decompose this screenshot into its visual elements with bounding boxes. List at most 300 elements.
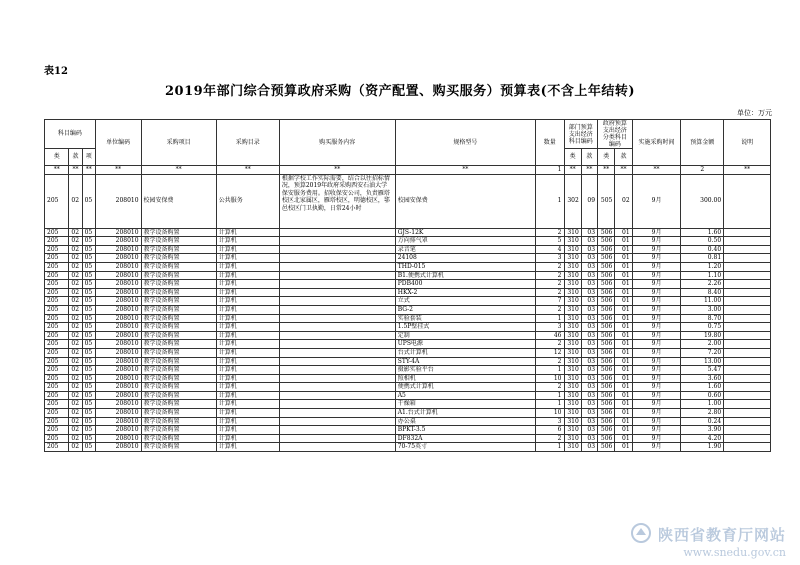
marker-cell: ** bbox=[45, 166, 69, 175]
cell-gov-kuan: 01 bbox=[615, 305, 632, 314]
cell-unit-code: 208010 bbox=[95, 331, 141, 340]
cell-service bbox=[279, 366, 395, 375]
cell-spec: 1.5P壁挂式 bbox=[395, 323, 535, 332]
cell-kuan: 02 bbox=[69, 228, 82, 237]
cell-service bbox=[279, 305, 395, 314]
cell-spec: 摄影实验平台 bbox=[395, 366, 535, 375]
cell-amount: 1.20 bbox=[681, 262, 724, 271]
cell-catalog: 计算机 bbox=[216, 305, 279, 314]
cell-lei: 205 bbox=[45, 409, 69, 418]
header-project: 采购项目 bbox=[141, 120, 216, 166]
cell-time: 9月 bbox=[632, 254, 681, 263]
cell-gov-lei: 506 bbox=[598, 417, 615, 426]
cell-project: 教学设备购置 bbox=[141, 262, 216, 271]
table-row bbox=[45, 391, 771, 400]
cell-project: 教学设备购置 bbox=[141, 288, 216, 297]
marker-cell: ** bbox=[615, 166, 632, 175]
cell-note bbox=[724, 409, 771, 418]
cell-note bbox=[724, 340, 771, 349]
cell-amount: 5.47 bbox=[681, 366, 724, 375]
cell-xiang: 05 bbox=[82, 443, 95, 452]
table-row bbox=[45, 409, 771, 418]
cell-kuan: 02 bbox=[69, 271, 82, 280]
table-row bbox=[45, 305, 771, 314]
cell-spec: 台式计算机 bbox=[395, 348, 535, 357]
cell-dept-kuan: 03 bbox=[581, 348, 597, 357]
cell-note bbox=[724, 271, 771, 280]
cell-service bbox=[279, 262, 395, 271]
table-row bbox=[45, 314, 771, 323]
cell-xiang: 05 bbox=[82, 434, 95, 443]
cell-dept-kuan: 03 bbox=[581, 434, 597, 443]
cell-time: 9月 bbox=[632, 271, 681, 280]
cell-amount: 2.80 bbox=[681, 409, 724, 418]
cell-time: 9月 bbox=[632, 391, 681, 400]
cell-kuan: 02 bbox=[69, 417, 82, 426]
cell-note bbox=[724, 288, 771, 297]
cell-xiang: 05 bbox=[82, 288, 95, 297]
cell-amount: 8.70 bbox=[681, 314, 724, 323]
cell-kuan: 02 bbox=[69, 237, 82, 246]
marker-cell: ** bbox=[581, 166, 597, 175]
cell-time: 9月 bbox=[632, 331, 681, 340]
cell-note bbox=[724, 357, 771, 366]
table-row bbox=[45, 340, 771, 349]
cell-dept-lei: 302 bbox=[564, 174, 581, 228]
cell-qty: 1 bbox=[536, 443, 564, 452]
cell-dept-kuan: 03 bbox=[581, 305, 597, 314]
cell-service bbox=[279, 271, 395, 280]
cell-qty: 2 bbox=[536, 305, 564, 314]
cell-dept-lei: 310 bbox=[564, 280, 581, 289]
cell-dept-lei: 310 bbox=[564, 357, 581, 366]
cell-amount: 2.00 bbox=[681, 340, 724, 349]
cell-service bbox=[279, 245, 395, 254]
cell-dept-lei: 310 bbox=[564, 288, 581, 297]
cell-xiang: 05 bbox=[82, 340, 95, 349]
cell-catalog: 计算机 bbox=[216, 331, 279, 340]
cell-service bbox=[279, 254, 395, 263]
cell-gov-kuan: 01 bbox=[615, 417, 632, 426]
header-time: 实施采购时间 bbox=[632, 120, 681, 166]
cell-catalog: 计算机 bbox=[216, 288, 279, 297]
cell-unit-code: 208010 bbox=[95, 262, 141, 271]
cell-note bbox=[724, 400, 771, 409]
header-gov-kuan: 款 bbox=[615, 149, 632, 166]
cell-lei: 205 bbox=[45, 340, 69, 349]
cell-spec: 万向排气罩 bbox=[395, 237, 535, 246]
cell-spec: PDB400 bbox=[395, 280, 535, 289]
header-catalog: 采购目录 bbox=[216, 120, 279, 166]
cell-xiang: 05 bbox=[82, 348, 95, 357]
cell-note bbox=[724, 417, 771, 426]
cell-amount: 0.40 bbox=[681, 245, 724, 254]
cell-dept-lei: 310 bbox=[564, 331, 581, 340]
cell-gov-kuan: 01 bbox=[615, 331, 632, 340]
cell-catalog: 计算机 bbox=[216, 374, 279, 383]
header-kuan: 款 bbox=[69, 149, 82, 166]
cell-spec: 24108 bbox=[395, 254, 535, 263]
cell-note bbox=[724, 262, 771, 271]
header-unit-code: 单位编码 bbox=[95, 120, 141, 166]
cell-note bbox=[724, 383, 771, 392]
cell-qty: 4 bbox=[536, 245, 564, 254]
cell-lei: 205 bbox=[45, 174, 69, 228]
table-row bbox=[45, 254, 771, 263]
cell-xiang: 05 bbox=[82, 409, 95, 418]
cell-xiang: 05 bbox=[82, 426, 95, 435]
cell-xiang: 05 bbox=[82, 254, 95, 263]
cell-gov-lei: 506 bbox=[598, 383, 615, 392]
cell-qty: 3 bbox=[536, 254, 564, 263]
cell-kuan: 02 bbox=[69, 314, 82, 323]
cell-lei: 205 bbox=[45, 443, 69, 452]
table-row bbox=[45, 237, 771, 246]
cell-gov-kuan: 01 bbox=[615, 245, 632, 254]
cell-lei: 205 bbox=[45, 288, 69, 297]
cell-xiang: 05 bbox=[82, 314, 95, 323]
marker-cell: ** bbox=[279, 166, 395, 175]
marker-cell: ** bbox=[724, 166, 771, 175]
cell-time: 9月 bbox=[632, 366, 681, 375]
cell-spec: A5 bbox=[395, 391, 535, 400]
cell-gov-lei: 506 bbox=[598, 348, 615, 357]
unit-label: 单位：万元 bbox=[737, 109, 772, 117]
cell-note bbox=[724, 391, 771, 400]
cell-gov-kuan: 01 bbox=[615, 400, 632, 409]
cell-qty: 12 bbox=[536, 348, 564, 357]
cell-project: 教学设备购置 bbox=[141, 331, 216, 340]
cell-catalog: 计算机 bbox=[216, 297, 279, 306]
cell-gov-kuan: 01 bbox=[615, 383, 632, 392]
cell-note bbox=[724, 297, 771, 306]
cell-dept-lei: 310 bbox=[564, 245, 581, 254]
cell-service bbox=[279, 374, 395, 383]
cell-catalog: 计算机 bbox=[216, 417, 279, 426]
cell-kuan: 02 bbox=[69, 305, 82, 314]
cell-gov-kuan: 01 bbox=[615, 340, 632, 349]
cell-spec: GJS-12K bbox=[395, 228, 535, 237]
cell-service bbox=[279, 383, 395, 392]
cell-qty: 6 bbox=[536, 426, 564, 435]
cell-qty: 1 bbox=[536, 366, 564, 375]
cell-amount: 1.60 bbox=[681, 383, 724, 392]
cell-qty: 3 bbox=[536, 323, 564, 332]
cell-time: 9月 bbox=[632, 245, 681, 254]
cell-kuan: 02 bbox=[69, 383, 82, 392]
cell-service bbox=[279, 237, 395, 246]
cell-gov-kuan: 01 bbox=[615, 297, 632, 306]
cell-kuan: 02 bbox=[69, 297, 82, 306]
cell-dept-kuan: 03 bbox=[581, 366, 597, 375]
cell-catalog: 计算机 bbox=[216, 262, 279, 271]
cell-note bbox=[724, 280, 771, 289]
cell-unit-code: 208010 bbox=[95, 443, 141, 452]
cell-gov-kuan: 01 bbox=[615, 280, 632, 289]
cell-gov-lei: 506 bbox=[598, 357, 615, 366]
cell-xiang: 05 bbox=[82, 323, 95, 332]
cell-service bbox=[279, 314, 395, 323]
cell-service bbox=[279, 323, 395, 332]
cell-dept-kuan: 03 bbox=[581, 383, 597, 392]
cell-note bbox=[724, 305, 771, 314]
cell-dept-kuan: 03 bbox=[581, 288, 597, 297]
cell-qty: 2 bbox=[536, 340, 564, 349]
cell-gov-lei: 506 bbox=[598, 271, 615, 280]
cell-project: 教学设备购置 bbox=[141, 297, 216, 306]
cell-spec: A1.台式计算机 bbox=[395, 409, 535, 418]
cell-dept-kuan: 03 bbox=[581, 417, 597, 426]
cell-dept-lei: 310 bbox=[564, 254, 581, 263]
table-row bbox=[45, 383, 771, 392]
cell-service bbox=[279, 434, 395, 443]
cell-dept-kuan: 03 bbox=[581, 331, 597, 340]
cell-amount: 300.00 bbox=[681, 174, 724, 228]
watermark bbox=[658, 524, 786, 559]
cell-project: 教学设备购置 bbox=[141, 426, 216, 435]
cell-kuan: 02 bbox=[69, 245, 82, 254]
cell-time: 9月 bbox=[632, 288, 681, 297]
header-dept-lei: 类 bbox=[564, 149, 581, 166]
cell-amount: 0.60 bbox=[681, 391, 724, 400]
cell-time: 9月 bbox=[632, 237, 681, 246]
cell-catalog: 计算机 bbox=[216, 426, 279, 435]
cell-xiang: 05 bbox=[82, 366, 95, 375]
cell-note bbox=[724, 374, 771, 383]
cell-qty: 46 bbox=[536, 331, 564, 340]
cell-note bbox=[724, 434, 771, 443]
cell-unit-code: 208010 bbox=[95, 400, 141, 409]
sheet-label: 表12 bbox=[44, 66, 68, 77]
cell-project: 教学设备购置 bbox=[141, 417, 216, 426]
cell-catalog: 计算机 bbox=[216, 357, 279, 366]
cell-unit-code: 208010 bbox=[95, 228, 141, 237]
cell-dept-lei: 310 bbox=[564, 417, 581, 426]
cell-spec: 实验套装 bbox=[395, 314, 535, 323]
cell-spec: THD-015 bbox=[395, 262, 535, 271]
cell-spec: 校园安保费 bbox=[395, 174, 535, 228]
cell-gov-lei: 506 bbox=[598, 391, 615, 400]
cell-spec: STY-4A bbox=[395, 357, 535, 366]
cell-gov-lei: 506 bbox=[598, 409, 615, 418]
cell-kuan: 02 bbox=[69, 254, 82, 263]
budget-table bbox=[44, 119, 771, 452]
cell-unit-code: 208010 bbox=[95, 297, 141, 306]
cell-gov-kuan: 01 bbox=[615, 271, 632, 280]
cell-catalog: 计算机 bbox=[216, 237, 279, 246]
cell-service: 根据学校工作实际需要，结合以往招标情况，预算2019年政府采购西安石油大学保安服务费用。招收保安公司，负责雁塔校区北家属区，雁塔校区，明德校区，鄠邑校区门卫执勤，日常24小时 bbox=[279, 174, 395, 228]
cell-time: 9月 bbox=[632, 409, 681, 418]
cell-dept-kuan: 03 bbox=[581, 400, 597, 409]
cell-gov-lei: 506 bbox=[598, 245, 615, 254]
cell-kuan: 02 bbox=[69, 374, 82, 383]
marker-row bbox=[45, 166, 771, 175]
cell-project: 校园安保费 bbox=[141, 174, 216, 228]
cell-amount: 8.40 bbox=[681, 288, 724, 297]
table-row bbox=[45, 348, 771, 357]
cell-gov-kuan: 01 bbox=[615, 348, 632, 357]
cell-dept-lei: 310 bbox=[564, 305, 581, 314]
header-xiang: 项 bbox=[82, 149, 95, 166]
cell-dept-kuan: 03 bbox=[581, 357, 597, 366]
cell-service bbox=[279, 357, 395, 366]
cell-unit-code: 208010 bbox=[95, 357, 141, 366]
table-row bbox=[45, 245, 771, 254]
cell-lei: 205 bbox=[45, 331, 69, 340]
cell-catalog: 计算机 bbox=[216, 443, 279, 452]
cell-dept-kuan: 09 bbox=[581, 174, 597, 228]
cell-catalog: 计算机 bbox=[216, 280, 279, 289]
cell-kuan: 02 bbox=[69, 288, 82, 297]
cell-dept-kuan: 03 bbox=[581, 374, 597, 383]
cell-amount: 0.50 bbox=[681, 237, 724, 246]
marker-cell: ** bbox=[82, 166, 95, 175]
cell-catalog: 计算机 bbox=[216, 271, 279, 280]
table-row bbox=[45, 228, 771, 237]
cell-unit-code: 208010 bbox=[95, 314, 141, 323]
cell-kuan: 02 bbox=[69, 340, 82, 349]
cell-dept-lei: 310 bbox=[564, 271, 581, 280]
cell-amount: 1.00 bbox=[681, 400, 724, 409]
cell-time: 9月 bbox=[632, 262, 681, 271]
cell-dept-kuan: 03 bbox=[581, 391, 597, 400]
cell-gov-kuan: 01 bbox=[615, 323, 632, 332]
cell-lei: 205 bbox=[45, 245, 69, 254]
cell-time: 9月 bbox=[632, 297, 681, 306]
cell-dept-lei: 310 bbox=[564, 443, 581, 452]
cell-qty: 1 bbox=[536, 314, 564, 323]
cell-gov-kuan: 01 bbox=[615, 409, 632, 418]
cell-note bbox=[724, 245, 771, 254]
cell-project: 教学设备购置 bbox=[141, 434, 216, 443]
cell-time: 9月 bbox=[632, 374, 681, 383]
cell-dept-kuan: 03 bbox=[581, 323, 597, 332]
cell-dept-lei: 310 bbox=[564, 366, 581, 375]
watermark-url: www.snedu.gov.cn bbox=[683, 546, 786, 559]
marker-cell: 1 bbox=[536, 166, 564, 175]
cell-amount: 1.90 bbox=[681, 443, 724, 452]
cell-kuan: 02 bbox=[69, 174, 82, 228]
cell-dept-lei: 310 bbox=[564, 391, 581, 400]
table-row bbox=[45, 366, 771, 375]
cell-dept-lei: 310 bbox=[564, 314, 581, 323]
cell-gov-lei: 506 bbox=[598, 228, 615, 237]
cell-gov-kuan: 01 bbox=[615, 228, 632, 237]
cell-note bbox=[724, 314, 771, 323]
cell-project: 教学设备购置 bbox=[141, 357, 216, 366]
cell-dept-kuan: 03 bbox=[581, 340, 597, 349]
cell-gov-lei: 506 bbox=[598, 443, 615, 452]
cell-project: 教学设备购置 bbox=[141, 237, 216, 246]
cell-amount: 3.90 bbox=[681, 426, 724, 435]
cell-dept-lei: 310 bbox=[564, 434, 581, 443]
cell-qty: 1 bbox=[536, 174, 564, 228]
cell-service bbox=[279, 417, 395, 426]
cell-spec: UPS电源 bbox=[395, 340, 535, 349]
cell-kuan: 02 bbox=[69, 262, 82, 271]
cell-time: 9月 bbox=[632, 400, 681, 409]
cell-lei: 205 bbox=[45, 254, 69, 263]
cell-dept-lei: 310 bbox=[564, 426, 581, 435]
cell-spec: 录音笔 bbox=[395, 245, 535, 254]
cell-lei: 205 bbox=[45, 228, 69, 237]
cell-project: 教学设备购置 bbox=[141, 340, 216, 349]
cell-spec: BPKT-3.5 bbox=[395, 426, 535, 435]
cell-qty: 5 bbox=[536, 237, 564, 246]
table-row bbox=[45, 288, 771, 297]
cell-qty: 2 bbox=[536, 262, 564, 271]
page-title: 2019年部门综合预算政府采购（资产配置、购买服务）预算表(不含上年结转) bbox=[165, 84, 635, 99]
cell-unit-code: 208010 bbox=[95, 409, 141, 418]
cell-kuan: 02 bbox=[69, 391, 82, 400]
cell-project: 教学设备购置 bbox=[141, 305, 216, 314]
cell-dept-lei: 310 bbox=[564, 374, 581, 383]
cell-gov-lei: 506 bbox=[598, 237, 615, 246]
header-subject-code: 科目编码 bbox=[45, 120, 96, 149]
cell-catalog: 计算机 bbox=[216, 434, 279, 443]
cell-qty: 3 bbox=[536, 417, 564, 426]
table-row bbox=[45, 443, 771, 452]
table-row bbox=[45, 434, 771, 443]
cell-spec: 70-75英寸 bbox=[395, 443, 535, 452]
cell-unit-code: 208010 bbox=[95, 340, 141, 349]
table-row bbox=[45, 417, 771, 426]
cell-qty: 7 bbox=[536, 297, 564, 306]
cell-project: 教学设备购置 bbox=[141, 314, 216, 323]
cell-kuan: 02 bbox=[69, 357, 82, 366]
cell-time: 9月 bbox=[632, 426, 681, 435]
cell-lei: 205 bbox=[45, 391, 69, 400]
cell-gov-kuan: 01 bbox=[615, 443, 632, 452]
header-row-1 bbox=[45, 120, 771, 149]
cell-xiang: 05 bbox=[82, 237, 95, 246]
cell-catalog: 计算机 bbox=[216, 383, 279, 392]
cell-dept-kuan: 03 bbox=[581, 297, 597, 306]
cell-note bbox=[724, 254, 771, 263]
cell-service bbox=[279, 297, 395, 306]
cell-time: 9月 bbox=[632, 357, 681, 366]
cell-spec: HKX-2 bbox=[395, 288, 535, 297]
cell-amount: 0.81 bbox=[681, 254, 724, 263]
cell-catalog: 计算机 bbox=[216, 245, 279, 254]
cell-time: 9月 bbox=[632, 383, 681, 392]
cell-time: 9月 bbox=[632, 323, 681, 332]
table-row-security bbox=[45, 174, 771, 228]
cell-catalog: 计算机 bbox=[216, 409, 279, 418]
cell-unit-code: 208010 bbox=[95, 174, 141, 228]
cell-catalog: 计算机 bbox=[216, 314, 279, 323]
cell-spec: 办公桌 bbox=[395, 417, 535, 426]
cell-gov-lei: 506 bbox=[598, 254, 615, 263]
cell-spec: BG-2 bbox=[395, 305, 535, 314]
cell-amount: 3.00 bbox=[681, 305, 724, 314]
table-row bbox=[45, 323, 771, 332]
cell-dept-kuan: 03 bbox=[581, 280, 597, 289]
cell-qty: 1 bbox=[536, 391, 564, 400]
cell-xiang: 05 bbox=[82, 400, 95, 409]
cell-unit-code: 208010 bbox=[95, 288, 141, 297]
cell-gov-lei: 506 bbox=[598, 262, 615, 271]
cell-unit-code: 208010 bbox=[95, 245, 141, 254]
cell-dept-kuan: 03 bbox=[581, 409, 597, 418]
education-logo-icon bbox=[630, 522, 652, 544]
cell-spec: 干燥箱 bbox=[395, 400, 535, 409]
cell-gov-lei: 506 bbox=[598, 305, 615, 314]
cell-xiang: 05 bbox=[82, 228, 95, 237]
cell-project: 教学设备购置 bbox=[141, 280, 216, 289]
header-gov-econ: 政府预算支出经济分类科目编码 bbox=[598, 120, 633, 149]
cell-dept-kuan: 03 bbox=[581, 254, 597, 263]
